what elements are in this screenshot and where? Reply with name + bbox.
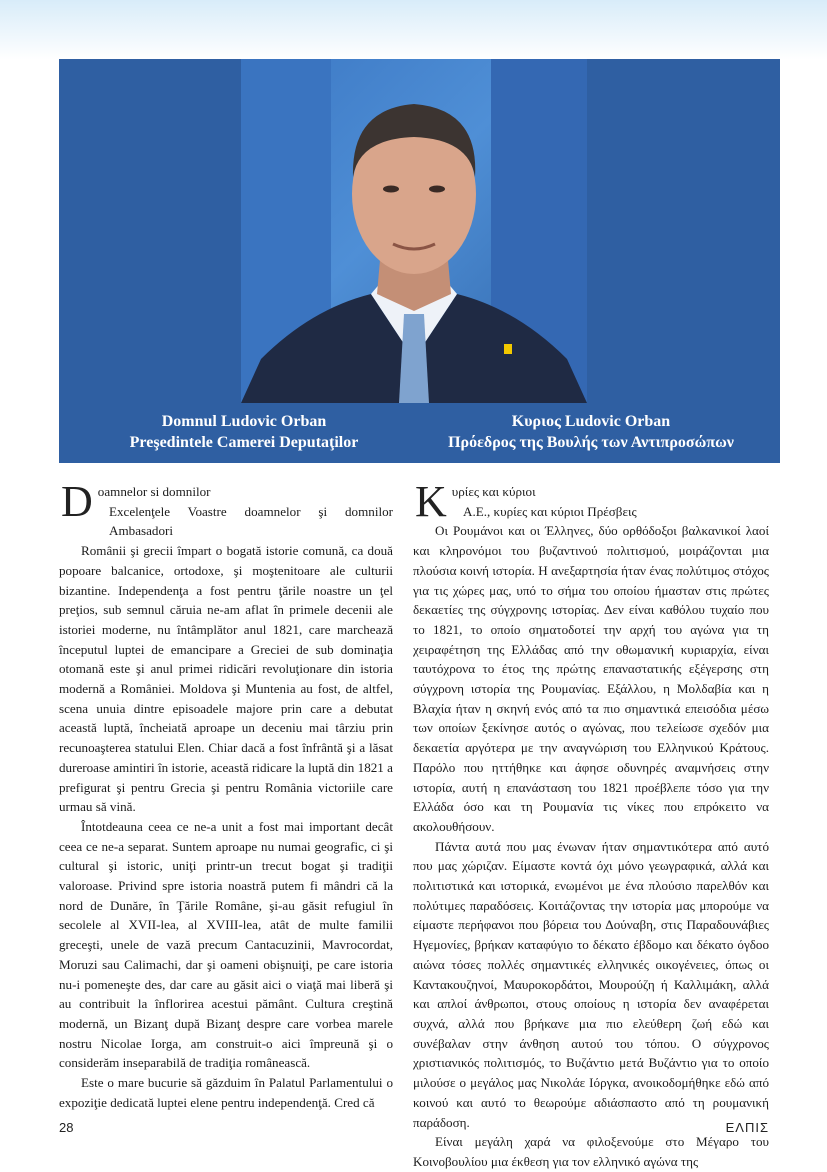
greek-paragraph: Πάντα αυτά που μας ένωναν ήταν σημαντικότερα από αυτό που μας χώριζαν. Είμαστε κοντά όχι μόνο γεωγραφικά, αλλά και πολιτιστικά και ιστορικά, ενωμένοι με ένα πλούσιο παρελθόν και πολύτιμες παραδόσεις. Κοιτάζοντας την ιστορία μας μπορούμε να είμαστε περήφανοι που βόρεια του Δούναβη, στις Παραδουνάβιες Ηγεμονίες, βρήκαν καταφύγιο το δέκατο έβδομο και δέκατο όγδοο αιώνα τόσες πολλές σημαντικές ελληνικές οικογένειες, όπως οι Καντακουζηνοί, Μαυροκορδάτοι, Μουρούζη ή Καλλιμάκη, αλλά και απλοί άνθρωποι, στους οποίους η ιστορία δεν αναφέρεται συχνά, αλλά που βρήκανε μια πιο ελεύθερη ζωή εδώ και συνέβαλαν στην άνθηση αυτού του τόπου. Ο σύγχρονος χριστιανικός πολιτισμός, το Βυζάντιο μετά Βυζάντιο για το οποίο μιλούσε ο μεγάλος μας Νικολάε Ιόργκα, ανοικοδομήθηκε εδώ από κοινού και αυτό το θεωρούμε αδιάσπαστο από τη ρουμανική παράδοση. [413, 838, 769, 1130]
top-gradient [0, 0, 827, 60]
caption-greek-title: Πρόεδρος της Βουλής των Αντιπροσώπων [448, 434, 734, 451]
romanian-text-column [59, 477, 393, 1113]
caption-greek [416, 411, 766, 453]
romanian-salutation-line1: oamnelor si domnilor [97, 484, 211, 499]
greek-salutation-line1: υρίες και κύριοι [451, 484, 536, 499]
romanian-salutation-line2: Excelenţele Voastre doamnelor şi domnilor Ambasadori [109, 503, 393, 539]
caption-romanian-name: Domnul Ludovic Orban [161, 413, 327, 430]
greek-paragraph: Είναι μεγάλη χαρά να φιλοξενούμε στο Μέγαρο του Κοινοβουλίου μια έκθεση για τον ελληνικό αγώνα της [413, 1134, 769, 1169]
romanian-paragraph: Românii şi grecii împart o bogată istorie comună, ca două popoare balcanice, ortodoxe, şi moştenitoare ale culturii bizantine. Independenţa a fost pentru ţările noastre un ţel preţios, sub semnul căruia ne-am aflat în primele decenii ale istoriei moderne, nu întâmplător anul 1821, care marchează începutul luptei de emancipare a Greciei de sub dominaţia otomană este şi anul primei ridicări revoluţionare din istoria modernă a României. Moldova şi Muntenia au fost, de altfel, scena unuia dintre episoadele majore prin care a debutat această luptă, încheiată aproape un deceniu mai târziu prin recunoaşterea statului Elen. Chiar dacă a fost înfrântă şi a lăsat dureroase amintiri în istorie, această ridicare la luptă din 1821 a prefigurat şi pentru Grecia şi pentru România victoriile care urmau să vină. [59, 543, 393, 815]
portrait-banner [59, 59, 780, 463]
running-title: ΕΛΠΙΣ [725, 1120, 769, 1135]
romanian-dropcap: D [61, 477, 93, 526]
romanian-paragraph: Întotdeauna ceea ce ne-a unit a fost mai important decât ceea ce ne-a separat. Suntem aproape nu numai geografic, ci şi cultural şi istoric, uniţi printr-un trecut bogat şi tradiţii valoroase. Privind spre istoria noastră putem fi mândri că la nord de Dunăre, în Ţările Române, şi-au găsit refugiul în secolele al XVII-lea, al XVIII-lea, atât de multe familii greceşti, unele de vază precum Cantacuzinii, Mavrocordat, Moruzi sau Calimachi, dar şi oameni obişnuiţi, pe care istoria nu-i pomeneşte des, dar care au găsit aici o viaţă mai liberă şi au contribuit la înflorirea acestui pământ. Cultura creştină modernă, un Bizanţ după Bizanţ despre care vorbea marele nostru Nicolae Iorga, am construit-o aici împreună şi o considerăm inseparabilă de tradiţia românească. [59, 818, 393, 1071]
greek-salutation [413, 477, 769, 526]
greek-dropcap: Κ [415, 477, 447, 526]
caption-romanian-title: Preşedintele Camerei Deputaţilor [129, 434, 359, 451]
greek-paragraph: Οι Ρουμάνοι και οι Έλληνες, δύο ορθόδοξοι βαλκανικοί λαοί και κληρονόμοι του βυζαντινού πολιτισμού, μοιράζονται μια πλούσια κοινή ιστορία. Η ανεξαρτησία ήταν ένας πολύτιμος στόχος για τις χώρες μας, υπό το σήμα του οποίου ήμασταν στις πρώτες δεκαετίες της σύγχρονης ιστορίας. Δεν είναι καθόλου τυχαίο που το 1821, το οποίο σηματοδοτεί την αρχή του αγώνα για τη χειραφέτηση της Ελλάδας από την οθωμανική κυριαρχία, είναι ταυτόχρονα το έτος της πρώτης επαναστατικής εξέγερσης στη σύγχρονη ιστορία της Ρουμανίας. Εξάλλου, η Μολδαβία και η Βλαχία ήταν η σκηνή ενός από τα πιο σημαντικά επεισόδια μέσω των οποίων ξεκίνησε αυτός ο αγώνας, που τελείωσε σχεδόν μια δεκαετία αργότερα με την αναγνώριση του Ελληνικού Κράτους. Παρόλο που ηττήθηκε και άφησε οδυνηρές αναμνήσεις στην ιστορία, αυτή η επανάσταση του 1821 προέβλεπε τόσο για την Ελλάδα όσο και τη Ρουμανία τις νίκες που επρόκειτο να ακολουθήσουν. [413, 523, 769, 834]
caption-romanian [74, 411, 414, 453]
portrait-illustration [241, 59, 587, 403]
romanian-salutation [59, 477, 393, 541]
greek-text-column [413, 477, 769, 1172]
caption-greek-name: Κυριος Ludovic Orban [511, 413, 671, 430]
portrait-photo [241, 59, 587, 403]
page-number: 28 [59, 1120, 74, 1135]
romanian-paragraph: Este o mare bucurie să găzduim în Palatul Parlamentului o expoziţie dedicată luptei elene pentru independenţă. Cred că [59, 1075, 393, 1110]
greek-salutation-line2: Α.Ε., κυρίες και κύριοι Πρέσβεις [463, 503, 637, 519]
